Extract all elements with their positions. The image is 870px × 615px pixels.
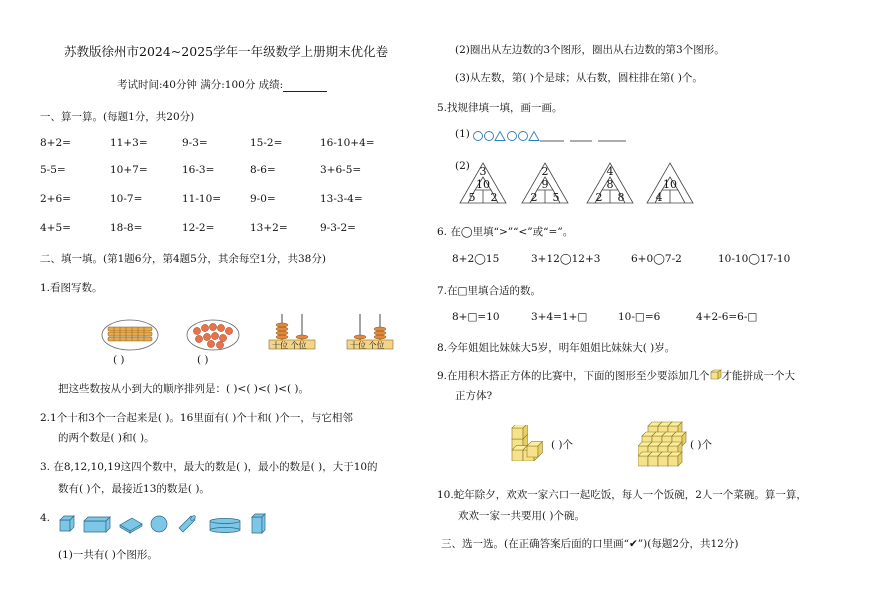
q5-part1: (1) (455, 128, 470, 140)
block-cube (512, 425, 527, 439)
q10-line2: 欢欢一家一共要用( )个碗。 (458, 510, 586, 522)
q5-part2: (2) (455, 160, 470, 172)
q4-label: 4. (40, 512, 51, 524)
triangle-number-top: 2 (541, 165, 549, 178)
sphere-icon (151, 516, 167, 532)
triangle-number-top: 3 (479, 165, 487, 178)
calc-item[interactable]: 11+3= (110, 137, 148, 149)
q3-line1: 3. 在8,12,10,19这四个数中，最大的数是( )，最小的数是( )，大于10的 (40, 461, 378, 473)
calc-item[interactable]: 10+7= (110, 164, 148, 176)
tilted-cuboid-icon (120, 518, 142, 533)
blocks-figure-1 (508, 425, 550, 461)
blocks-figure-2 (638, 418, 690, 470)
q9-answer-2[interactable]: ( )个 (690, 439, 713, 451)
q1-order: 把这些数按从小到大的顺序排列是：( )<( )<( )<( )。 (58, 383, 310, 395)
triangle-icon (529, 132, 539, 141)
q7-item-4[interactable]: 4+2-6=6-□ (696, 311, 758, 323)
calc-item[interactable]: 10-7= (110, 193, 143, 205)
triangle-number-mid: 10 (476, 178, 490, 191)
dots-group-icon (185, 318, 241, 352)
calc-item[interactable]: 8-6= (250, 164, 276, 176)
circle-icon (519, 132, 528, 141)
number-triangle (520, 161, 570, 205)
circle-icon (485, 132, 494, 141)
block-cube (668, 452, 682, 466)
q7-label: 7.在□里填合适的数。 (437, 285, 541, 297)
q9-line1 (437, 368, 795, 383)
score-blank[interactable] (283, 80, 327, 92)
q2-line2: 的两个数是( )和( )。 (58, 432, 155, 444)
q2-line1: 2.1个十和3个一合起来是( )。16里面有( )个十和( )个一，与它相邻 (40, 412, 353, 424)
calc-item[interactable]: 2+6= (40, 193, 71, 205)
q6-item-4[interactable]: 10-10◯17-10 (718, 253, 791, 265)
triangle-number-right: 8 (617, 191, 625, 204)
exam-meta (117, 77, 327, 92)
cube-icon (60, 516, 74, 531)
section2-heading: 二、填一填。(第1题6分，第4题5分，其余每空1分，共38分) (40, 253, 326, 265)
circle-icon (474, 132, 483, 141)
calc-item[interactable]: 11-10= (182, 193, 222, 205)
calc-item[interactable]: 16-10+4= (320, 137, 375, 149)
q6-item-3[interactable]: 6+0◯7-2 (631, 253, 682, 265)
q7-item-1[interactable]: 8+□=10 (452, 311, 500, 323)
triangle-number-left: 2 (530, 191, 538, 204)
calc-item[interactable]: 18-8= (110, 222, 143, 234)
flat-cylinder-icon (210, 519, 240, 533)
triangle-number-left: 5 (468, 191, 476, 204)
calc-item[interactable]: 16-3= (182, 164, 215, 176)
q5-pattern (472, 129, 632, 143)
q7-item-2[interactable]: 3+4=1+□ (531, 311, 588, 323)
triangle-number-right: 5 (552, 191, 560, 204)
q5-label: 5.找规律填一填，画一画。 (437, 102, 563, 114)
q9-text-a: 9.在用积木搭正方体的比赛中，下面的图形至少要添加几个 (437, 370, 710, 382)
calc-item[interactable]: 13+2= (250, 222, 288, 234)
cuboid-icon (84, 517, 110, 532)
calc-item[interactable]: 9-0= (250, 193, 276, 205)
q6-item-1[interactable]: 8+2◯15 (452, 253, 500, 265)
triangle-number-left: 2 (595, 191, 603, 204)
tilted-cylinder-icon (179, 515, 196, 532)
number-triangle (645, 161, 695, 205)
q9-line2: 正方体? (455, 390, 493, 402)
number-triangle (458, 161, 508, 205)
q9-answer-1[interactable]: ( )个 (551, 439, 574, 451)
q9-text-b: 才能拼成一个大 (721, 370, 796, 382)
q8: 8.今年姐姐比妹妹大5岁，明年姐姐比妹妹大( )岁。 (437, 342, 676, 354)
triangle-number-mid: 8 (606, 178, 614, 191)
page-title: 苏教版徐州市2024~2025学年一年级数学上册期末优化卷 (64, 44, 389, 59)
triangle-number-mid: 10 (663, 178, 677, 191)
q7-item-3[interactable]: 10-□=6 (618, 311, 661, 323)
answer-paren-2[interactable]: ( ) (197, 354, 209, 366)
calc-item[interactable]: 4+5= (40, 222, 71, 234)
exam-meta-text: 考试时间:40分钟 满分:100分 成绩: (117, 79, 284, 91)
calc-item[interactable]: 8+2= (40, 137, 71, 149)
q10-line1: 10.蛇年除夕，欢欢一家六口一起吃饭，每人一个饭碗，2人一个菜碗。算一算， (437, 489, 807, 501)
triangle-number-right: 2 (490, 191, 498, 204)
triangle-number-mid: 9 (541, 178, 549, 191)
answer-paren-1[interactable]: ( ) (113, 354, 125, 366)
calc-item[interactable]: 9-3-2= (320, 222, 356, 234)
calc-item[interactable]: 13-3-4= (320, 193, 363, 205)
q4-part2: (2)圈出从左边数的3个图形，圈出从右边数的第3个图形。 (455, 44, 725, 56)
calc-item[interactable]: 9-3= (182, 137, 208, 149)
triangle-number-top: 4 (606, 165, 614, 178)
block-cube (527, 442, 542, 457)
block-icon (710, 369, 722, 380)
calc-item[interactable]: 12-2= (182, 222, 215, 234)
abacus-2-label: 十位 个位 (350, 341, 385, 350)
q3-line2: 数有( )个，最接近13的数是( )。 (58, 483, 210, 495)
q4-part3: (3)从左数，第( )个是球；从右数，圆柱排在第( )个。 (455, 72, 703, 84)
q6-label: 6. 在◯里填“>”“<”或“=”。 (437, 226, 574, 238)
q1-label: 1.看图写数。 (40, 282, 103, 294)
q6-item-2[interactable]: 3+12◯12+3 (531, 253, 601, 265)
section3-heading: 三、选一选。(在正确答案后面的口里画“✔”)(每题2分，共12分) (441, 538, 739, 550)
section1-heading: 一、算一算。(每题1分，共20分) (40, 111, 195, 123)
calc-item[interactable]: 3+6-5= (320, 164, 362, 176)
circle-icon (508, 132, 517, 141)
tall-cuboid-icon (252, 514, 265, 533)
triangle-number-left: 4 (655, 191, 663, 204)
q4-part1: (1)一共有( )个图形。 (58, 549, 158, 561)
abacus-1-label: 十位 个位 (272, 341, 307, 350)
q4-solids (58, 512, 273, 534)
triangle-icon (495, 132, 505, 141)
sticks-bundle-icon (100, 318, 160, 352)
calc-item[interactable]: 15-2= (250, 137, 283, 149)
calc-item[interactable]: 5-5= (40, 164, 66, 176)
number-triangle (585, 161, 635, 205)
